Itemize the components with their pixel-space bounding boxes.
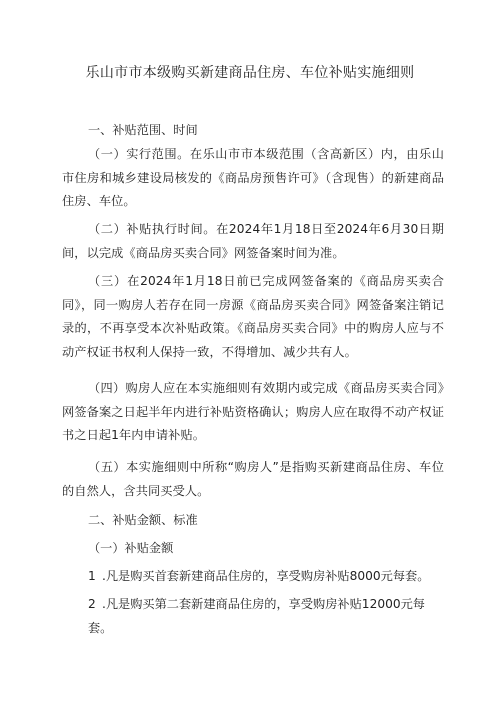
section-1-paragraph-4: （四）购房人应在本实施细则有效期内或完成《商品房买卖合同》网签备案之日起半年内进行补贴资格确认；购房人应在取得不动产权证书之日起1年内申请补贴。: [62, 381, 444, 442]
list-item: [88, 593, 444, 640]
list-item-number: 2: [88, 597, 96, 611]
document-title: 乐山市市本级购买新建商品住房、车位补贴实施细则: [85, 65, 415, 81]
section-1-paragraph-1: （一）实行范围。在乐山市市本级范围（含高新区）内，由乐山市住房和城乡建设局核发的《商品房预售许可》（含现售）的新建商品住房、车位。: [62, 147, 444, 208]
list-item: [88, 565, 444, 589]
section-1-paragraph-5: （五）本实施细则中所称“购房人”是指购买新建商品住房、车位的自然人，含共同买受人。: [62, 460, 444, 498]
section-1-paragraph-3: （三）在2024年1月18日前已完成网签备案的《商品房买卖合同》，同一购房人若存在同一房源《商品房买卖合同》网签备案注销记录的，不再享受本次补贴政策。《商品房买卖合同》中的购房人应与不动产权证书权利人保持一致，不得增加、减少共有人。: [62, 274, 444, 359]
section-1-paragraph-2: （二）补贴执行时间。在2024年1月18日至2024年6月30日期间，以完成《商品房买卖合同》网签备案时间为准。: [62, 222, 444, 260]
section-1-heading: 一、补贴范围、时间: [88, 123, 198, 137]
list-item-text: .凡是购买首套新建商品住房的，享受购房补贴8000元每套。: [102, 569, 430, 583]
section-2-subheading: （一）补贴金额: [88, 541, 174, 555]
list-item-text: .凡是购买第二套新建商品住房的，享受购房补贴12000元每套。: [88, 597, 425, 635]
list-item-number: 1: [88, 569, 96, 583]
section-2-heading: 二、补贴金额、标准: [88, 513, 198, 527]
